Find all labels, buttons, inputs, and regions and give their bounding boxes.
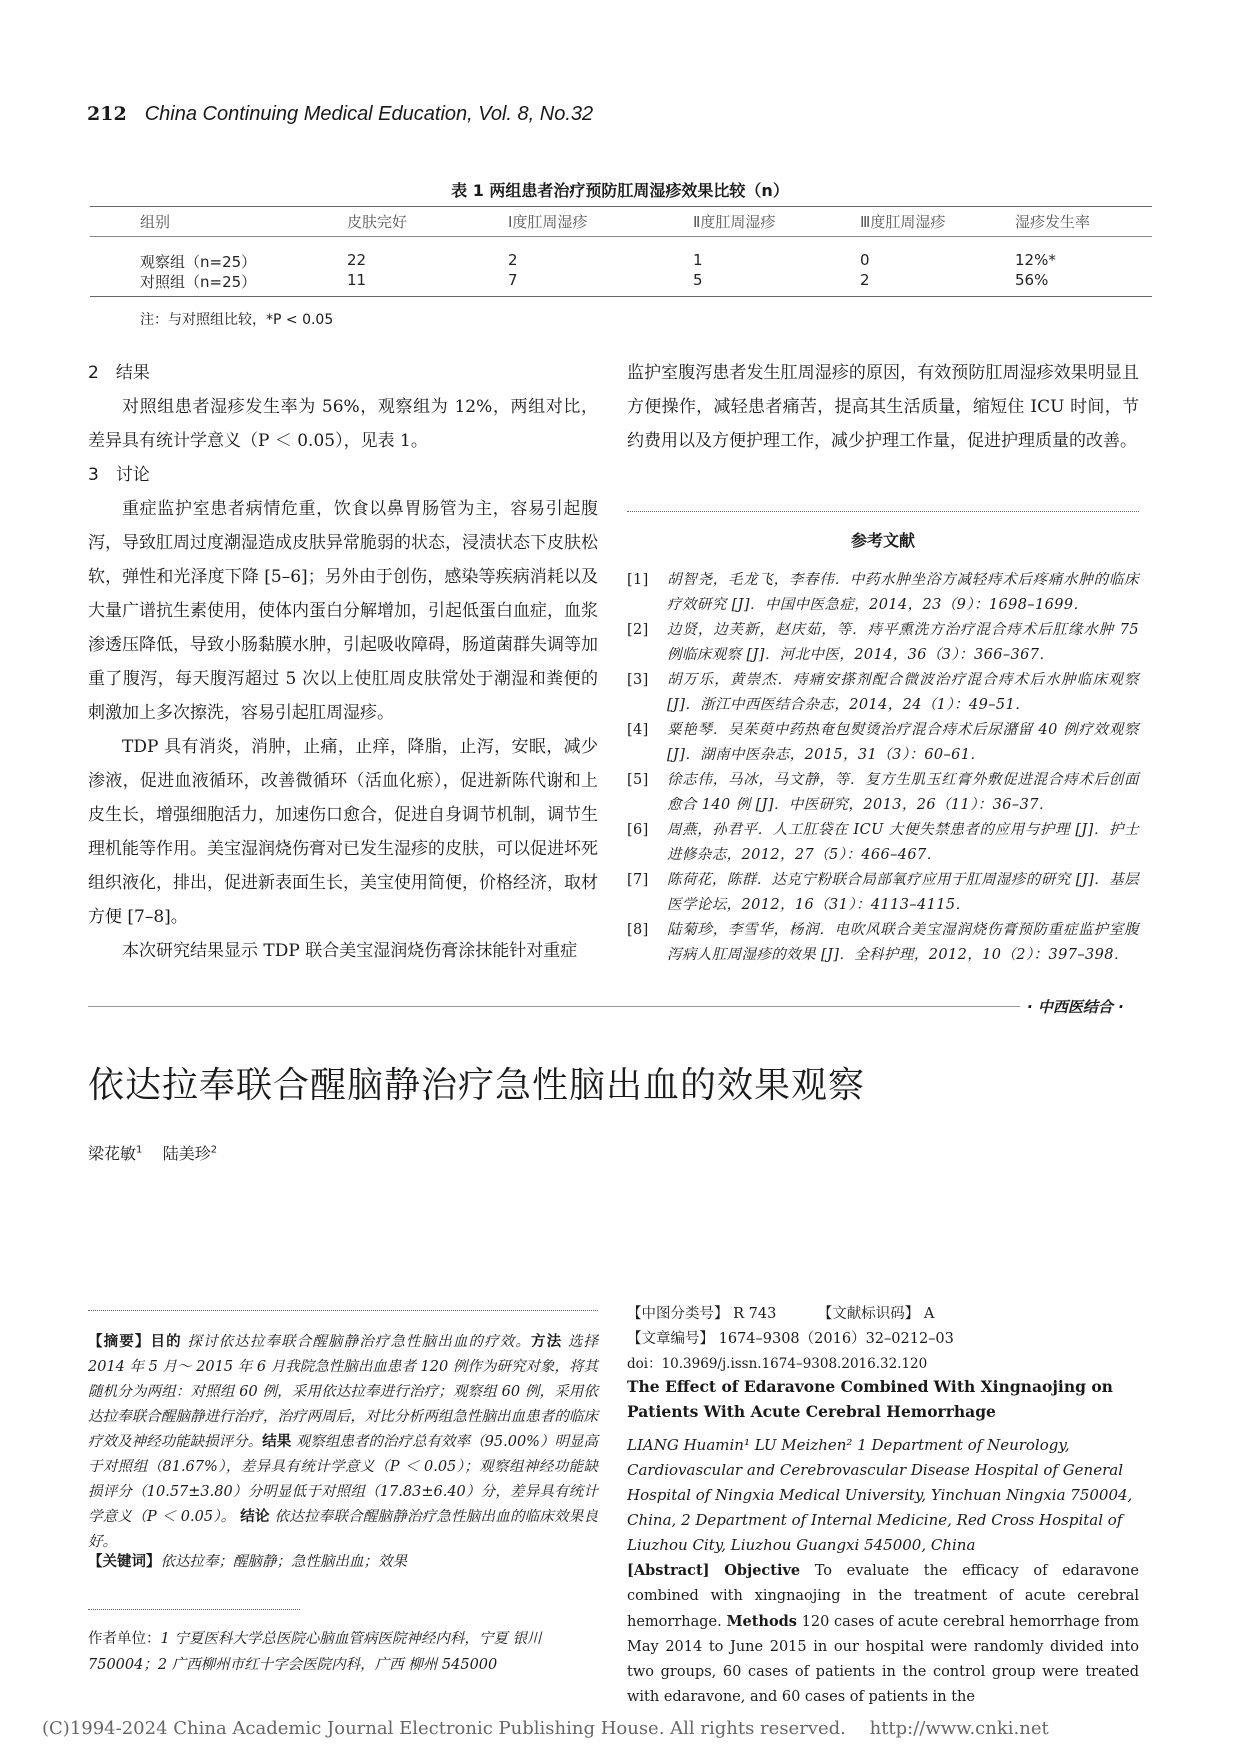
reference-number: [2] xyxy=(627,622,649,638)
abstract-label: 【摘要】 xyxy=(88,1334,151,1350)
author-affiliation xyxy=(88,1626,598,1678)
section-tag: · 中西医结合 · xyxy=(1027,998,1124,1016)
doc-code-value: A xyxy=(923,1306,935,1322)
reference-number: [7] xyxy=(627,872,649,888)
table-cell: 2 xyxy=(508,251,518,269)
reference-item xyxy=(627,818,1139,868)
reference-text: 周燕，孙君平．人工肛袋在 ICU 大便失禁患者的应用与护理 [J]．护士进修杂志，2012，27（5）：466–467． xyxy=(667,822,1139,863)
author-affil-mark: 1 xyxy=(136,1144,143,1156)
affiliation-label: 作者单位： xyxy=(88,1631,161,1647)
table-cell: 1 xyxy=(693,251,703,269)
paragraph-discussion-3: 本次研究结果显示 TDP 联合美宝湿润烧伤膏涂抹能针对重症 xyxy=(122,941,578,961)
conclusion-text: 依达拉奉联合醒脑静治疗急性脑出血的临床效果良好。 xyxy=(88,1509,599,1550)
left-column xyxy=(88,356,598,968)
en-objective-label: Objective xyxy=(724,1562,801,1579)
article-number-row xyxy=(627,1327,954,1348)
english-authors: LIANG Huamin¹ LU Meizhen² 1 Department of Neurology, Cardiovascular and Cerebrovascular Disease Hospital of General Hospital of Ningxia Medical University, Yinchuan Ningxia 750004, China, 2 Department of Internal Medicine, Red Cross Hospital of Liuzhou City, Liuzhou Guangxi 545000, China xyxy=(627,1436,1133,1554)
methods-label: 方法 xyxy=(530,1334,563,1350)
paragraph-results: 对照组患者湿疹发生率为 56%，观察组为 12%，两组对比，差异具有统计学意义（P ＜ 0.05），见表 1。 xyxy=(88,397,598,451)
reference-number: [6] xyxy=(627,822,649,838)
section-divider xyxy=(88,1006,1020,1007)
table-cell: 2 xyxy=(860,271,870,289)
table-cell: 11 xyxy=(347,271,367,289)
reference-item xyxy=(627,568,1139,618)
journal-name: China Continuing Medical Education, Vol. 8, No.32 xyxy=(144,103,594,125)
references-title: 参考文献 xyxy=(850,531,915,550)
reference-item xyxy=(627,618,1139,668)
table-note: 注：与对照组比较，*P < 0.05 xyxy=(140,312,334,328)
reference-text: 陈荷花，陈群．达克宁粉联合局部氧疗应用于肛周湿疹的研究 [J]．基层医学论坛，2012，16（31）：4113–4115． xyxy=(667,872,1139,913)
table-cell: 12%* xyxy=(1015,251,1056,269)
english-abstract xyxy=(627,1558,1139,1710)
table-cell: 对照组（n=25） xyxy=(140,273,257,291)
table-caption: 表 1 两组患者治疗预防肛周湿疹效果比较（n） xyxy=(451,181,789,200)
table-cell: 22 xyxy=(347,251,367,269)
objective-label: 目的 xyxy=(150,1334,182,1350)
table-rule-top xyxy=(90,206,1152,207)
reference-text: 边贤，边芙新，赵庆茹，等．痔平熏洗方治疗混合痔术后肛缘水肿 75 例临床观察 [J]．河北中医，2014，36（3）：366–367． xyxy=(667,622,1139,663)
table-header-cell: Ⅱ度肛周湿疹 xyxy=(693,213,776,231)
table-header-cell: 组别 xyxy=(140,213,171,231)
table-cell: 56% xyxy=(1015,271,1049,289)
english-title: The Effect of Edaravone Combined With Xingnaojing on Patients With Acute Cerebral Hemorrhage xyxy=(627,1377,1113,1421)
section-heading-discussion: 3 讨论 xyxy=(88,465,150,485)
results-text: 观察组患者的治疗总有效率（95.00%）明显高于对照组（81.67%），差异具有统计学意义（P ＜ 0.05）；观察组神经功能缺损评分（10.57±3.80）分明显低于对照组（17.83±6.40）分，差异具有统计学意义（P ＜ 0.05）。 xyxy=(88,1434,599,1525)
affiliation-text: 1 宁夏医科大学总医院心脑血管病医院神经内科，宁夏 银川 750004；2 广西柳州市红十字会医院内科，广西 柳州 545000 xyxy=(88,1631,542,1673)
article-number-label: 【文章编号】 xyxy=(627,1331,714,1347)
table-cell: 观察组（n=25） xyxy=(140,253,257,271)
page-number: 212 xyxy=(87,103,127,125)
table-rule-bottom xyxy=(90,296,1152,297)
keywords-label: 【关键词】 xyxy=(88,1554,161,1570)
keywords-text: 依达拉奉；醒脑静；急性脑出血；效果 xyxy=(160,1554,407,1570)
reference-number: [4] xyxy=(627,722,649,738)
reference-item xyxy=(627,918,1139,968)
table-rule-header xyxy=(90,236,1152,237)
article-number-value: 1674–9308（2016）32–0212–03 xyxy=(718,1331,954,1347)
reference-number: [8] xyxy=(627,922,649,938)
table-header-cell: 湿疹发生率 xyxy=(1015,213,1091,231)
table-header-cell: 皮肤完好 xyxy=(347,213,408,231)
clc-value: R 743 xyxy=(733,1306,777,1322)
en-methods-text: 120 cases of acute cerebral hemorrhage from May 2014 to June 2015 in our hospital were randomly divided into two groups, 60 cases of patients in the control group were treated with edaravone, and 60 cases of patients in the xyxy=(627,1614,1140,1705)
reference-text: 胡万乐，黄崇杰．痔痛安搽剂配合微波治疗混合痔术后水肿临床观察 [J]．浙江中西医结合杂志，2014，24（1）：49–51． xyxy=(667,672,1139,713)
reference-text: 粟艳琴．吴茱萸中药热奄包熨烫治疗混合痔术后尿潴留 40 例疗效观察 [J]．湖南中医杂志，2015，31（3）：60–61． xyxy=(667,722,1139,763)
conclusion-label: 结论 xyxy=(240,1509,270,1525)
en-methods-label: Methods xyxy=(726,1613,797,1630)
reference-item xyxy=(627,718,1139,768)
clc-label: 【中图分类号】 xyxy=(627,1306,729,1322)
reference-text: 陆菊珍，李雪华，杨润．电吹风联合美宝湿润烧伤膏预防重症监护室腹泻病人肛周湿疹的效果 [J]．全科护理，2012，10（2）：397–398． xyxy=(667,922,1139,963)
running-header xyxy=(87,103,593,126)
right-column xyxy=(627,356,1139,458)
reference-number: [3] xyxy=(627,672,649,688)
table-cell: 5 xyxy=(693,271,703,289)
en-objective-text: To evaluate the efficacy of edaravone combined with xingnaojing in the treatment of acute cerebral hemorrhage. xyxy=(627,1563,1140,1630)
references-divider xyxy=(627,511,1139,512)
table-cell: 0 xyxy=(860,251,870,269)
author-name: 陆美珍 xyxy=(162,1144,211,1163)
article-title: 依达拉奉联合醒脑静治疗急性脑出血的效果观察 xyxy=(88,1065,866,1106)
paragraph-discussion-1: 重症监护室患者病情危重，饮食以鼻胃肠管为主，容易引起腹泻，导致肛周过度潮湿造成皮肤异常脆弱的状态，浸渍状态下皮肤松软，弹性和光泽度下降 [5–6]；另外由于创伤，感染等疾病消耗以及大量广谱抗生素使用，使体内蛋白分解增加，引起低蛋白血症，血浆渗透压降低，导致小肠黏膜水肿，引起吸收障碍，肠道菌群失调等加重了腹泻，每天腹泻超过 5 次以上使肛周皮肤常处于潮湿和粪便的刺激加上多次擦洗，容易引起肛周湿疹。 xyxy=(88,499,598,723)
reference-text: 胡智尧，毛龙飞，李春伟．中药水肿坐浴方减轻痔术后疼痛水肿的临床疗效研究 [J]．中国中医急症，2014，23（9）：1698–1699． xyxy=(667,572,1139,613)
copyright-footer: (C)1994-2024 China Academic Journal Electronic Publishing House. All rights reserved. http://www.cnki.net xyxy=(42,1718,1049,1739)
paragraph-discussion-2: TDP 具有消炎，消肿，止痛，止痒，降脂，止泻，安眠，减少渗液，促进血液循环，改善微循环（活血化瘀），促进新陈代谢和上皮生长，增强细胞活力，加速伤口愈合，促进自身调节机制，调节生理机能等作用。美宝湿润烧伤膏对已发生湿疹的皮肤，可以促进坏死组织液化，排出，促进新表面生长，美宝使用简便，价格经济，取材方便 [7–8]。 xyxy=(88,737,598,927)
objective-text: 探讨依达拉奉联合醒脑静治疗急性脑出血的疗效。 xyxy=(187,1334,531,1350)
reference-item xyxy=(627,868,1139,918)
methods-text: 选择 2014 年 5 月～ 2015 年 6 月我院急性脑出血患者 120 例作为研究对象，将其随机分为两组：对照组 60 例，采用依达拉奉进行治疗；观察组 60 例，采用依达拉奉联合醒脑静进行治疗，治疗两周后，对比分析两组急性脑出血患者的临床疗效及神经功能缺损评分。 xyxy=(88,1334,599,1450)
author-name: 梁花敏 xyxy=(88,1144,137,1163)
doi: doi：10.3969/j.issn.1674–9308.2016.32.120 xyxy=(627,1356,928,1372)
section-heading-results: 2 结果 xyxy=(88,363,150,383)
reference-number: [5] xyxy=(627,772,649,788)
results-label: 结果 xyxy=(262,1434,292,1450)
chinese-abstract xyxy=(88,1330,598,1555)
paragraph-continued: 监护室腹泻患者发生肛周湿疹的原因，有效预防肛周湿疹效果明显且方便操作，减轻患者痛苦，提高其生活质量，缩短住 ICU 时间，节约费用以及方便护理工作，减少护理工作量，促进护理质量的改善。 xyxy=(627,363,1139,451)
reference-text: 徐志伟，马冰，马文静，等．复方生肌玉红膏外敷促进混合痔术后创面愈合 140 例 [J]．中医研究，2013，26（11）：36–37． xyxy=(667,772,1139,813)
table-cell: 7 xyxy=(508,271,518,289)
keywords xyxy=(88,1550,598,1575)
author-line xyxy=(88,1141,217,1164)
doc-code-label: 【文献标识码】 xyxy=(817,1306,920,1322)
reference-number: [1] xyxy=(627,572,649,588)
reference-list xyxy=(627,568,1139,968)
table-header-cell: Ⅲ度肛周湿疹 xyxy=(860,213,946,231)
author-affil-mark: 2 xyxy=(210,1144,218,1156)
reference-item xyxy=(627,768,1139,818)
table-header-cell: Ⅰ度肛周湿疹 xyxy=(508,213,588,231)
abstract-divider xyxy=(88,1310,598,1311)
reference-item xyxy=(627,668,1139,718)
classification-row xyxy=(627,1302,934,1323)
footnote-divider xyxy=(88,1609,300,1610)
en-abstract-label: [Abstract] xyxy=(627,1562,710,1579)
